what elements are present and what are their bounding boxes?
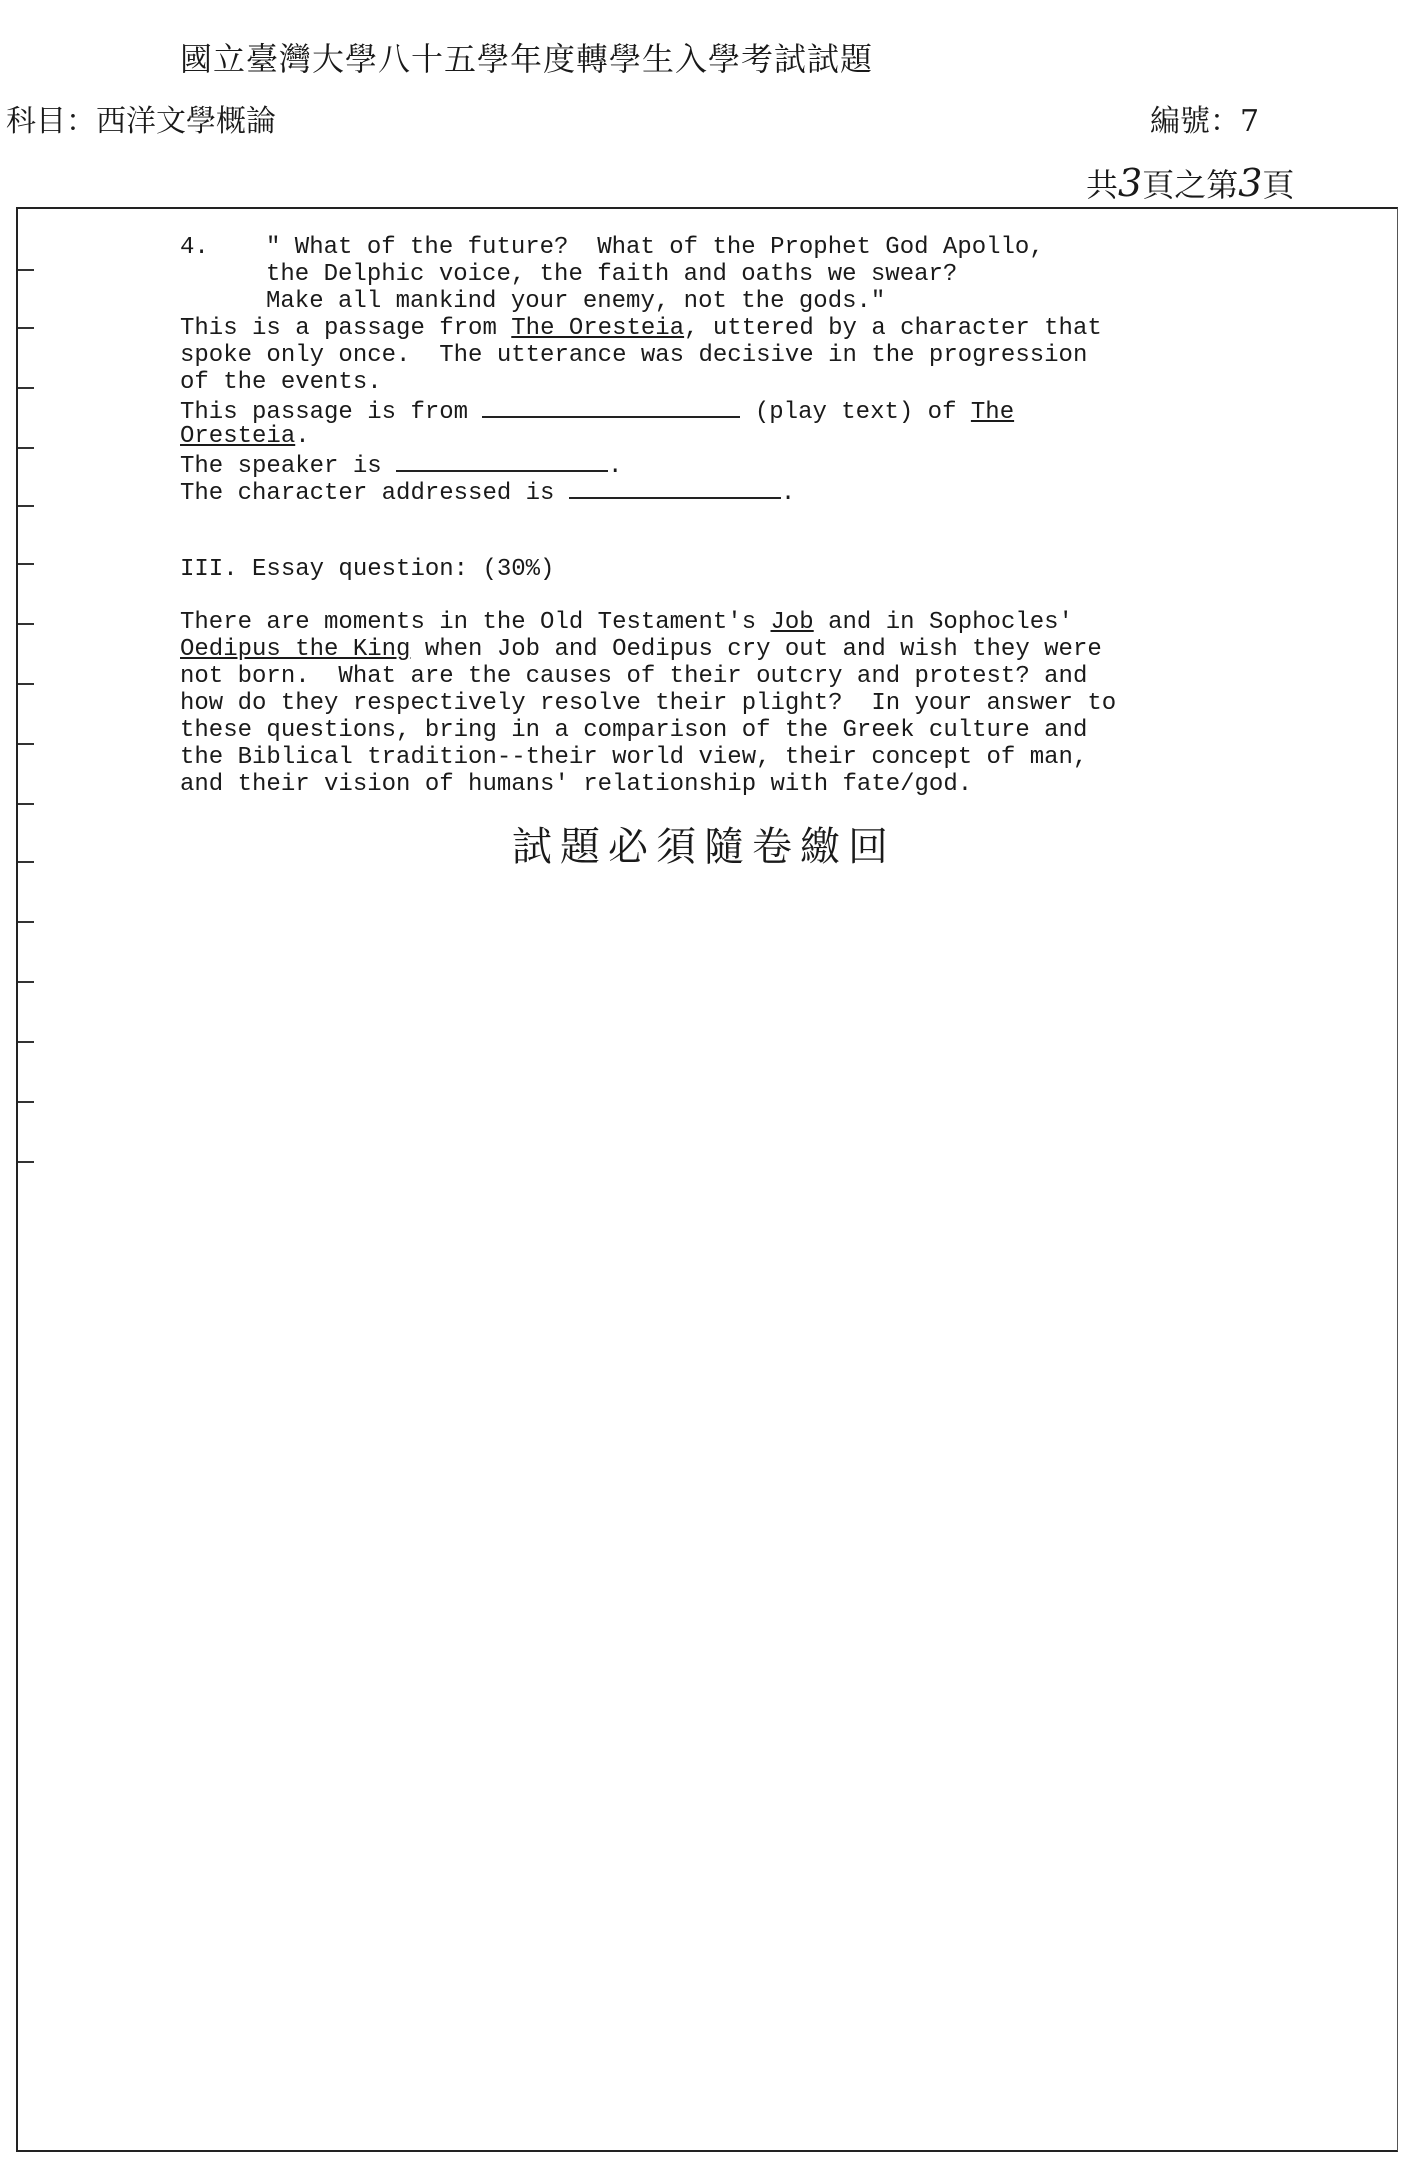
work-title-oresteia: Oresteia (180, 423, 296, 450)
margin-tick (18, 861, 34, 863)
margin-tick (18, 327, 34, 329)
q4-quote-line: " What of the future? What of the Prophet God Apollo, (266, 234, 1044, 261)
page-suffix: 頁 (1262, 166, 1295, 204)
q4-fill-line (180, 423, 1260, 450)
q4-line (180, 234, 1260, 261)
page-mid: 頁之第 (1142, 166, 1239, 204)
work-title-oresteia: The Oresteia (511, 315, 685, 342)
answer-blank[interactable] (569, 477, 781, 499)
text: , uttered by a character that (684, 315, 1102, 342)
q4-context-line (180, 315, 1260, 342)
essay-line: these questions, bring in a comparison of the Greek culture and (180, 717, 1088, 744)
q4-context-line: of the events. (180, 369, 382, 396)
text: and in Sophocles' (813, 609, 1073, 636)
text: . (608, 453, 623, 480)
margin-tick (18, 505, 34, 507)
text: This passage is from (180, 399, 483, 426)
exam-title: 國立臺灣大學八十五學年度轉學生入學考試試題 (180, 40, 874, 78)
subject-label: 科目：西洋文學概論 (6, 104, 276, 139)
margin-tick (18, 387, 34, 389)
q4-fill-line (180, 477, 1260, 507)
text: . (780, 480, 796, 507)
essay-line: the Biblical tradition--their world view, their concept of man, (180, 744, 1088, 771)
margin-tick (18, 743, 34, 745)
question-content (180, 234, 1260, 798)
q4-fill-line (180, 450, 1260, 480)
essay-line (180, 609, 1260, 636)
margin-tick (18, 1101, 34, 1103)
margin-tick (18, 803, 34, 805)
answer-blank[interactable] (396, 450, 608, 472)
margin-tick (18, 1161, 34, 1163)
section-heading: III. Essay question: (30%) (180, 556, 555, 583)
margin-tick (18, 269, 34, 271)
margin-tick (18, 921, 34, 923)
text: The speaker is (180, 453, 397, 480)
page-prefix: 共 (1086, 166, 1119, 204)
text: (play text) of (740, 399, 971, 426)
essay-line (180, 636, 1260, 663)
text: The character addressed is (180, 480, 569, 507)
essay-line: and their vision of humans' relationship with fate/god. (180, 771, 973, 798)
q4-number: 4. (180, 234, 209, 261)
work-title-oedipus: Oedipus the King (180, 636, 411, 663)
margin-tick (18, 1041, 34, 1043)
q4-quote-line: the Delphic voice, the faith and oaths we swear? (266, 261, 958, 288)
work-title-job: Job (770, 609, 814, 636)
text: . (295, 423, 310, 450)
margin-tick (18, 981, 34, 983)
q4-context-line: spoke only once. The utterance was decisive in the progression (180, 342, 1088, 369)
margin-tick (18, 623, 34, 625)
q4-fill-line (180, 396, 1260, 426)
text: There are moments in the Old Testament's (180, 609, 771, 636)
return-paper-stamp: 試題必須隨卷繳回 (512, 824, 896, 870)
text: This is a passage from (180, 315, 512, 342)
answer-blank[interactable] (482, 396, 740, 418)
margin-tick (18, 683, 34, 685)
margin-tick (18, 563, 34, 565)
work-title-the: The (970, 399, 1015, 426)
page-current: 3 (1238, 161, 1263, 205)
margin-tick (18, 447, 34, 449)
exam-code: 編號：7 (1150, 104, 1260, 139)
text: when Job and Oedipus cry out and wish they were (410, 636, 1102, 663)
page-total: 3 (1118, 161, 1143, 205)
q4-quote-line: Make all mankind your enemy, not the gods." (266, 288, 886, 315)
page-count (1086, 160, 1294, 206)
essay-line: not born. What are the causes of their outcry and protest? and (180, 663, 1088, 690)
essay-line: how do they respectively resolve their plight? In your answer to (180, 690, 1117, 717)
